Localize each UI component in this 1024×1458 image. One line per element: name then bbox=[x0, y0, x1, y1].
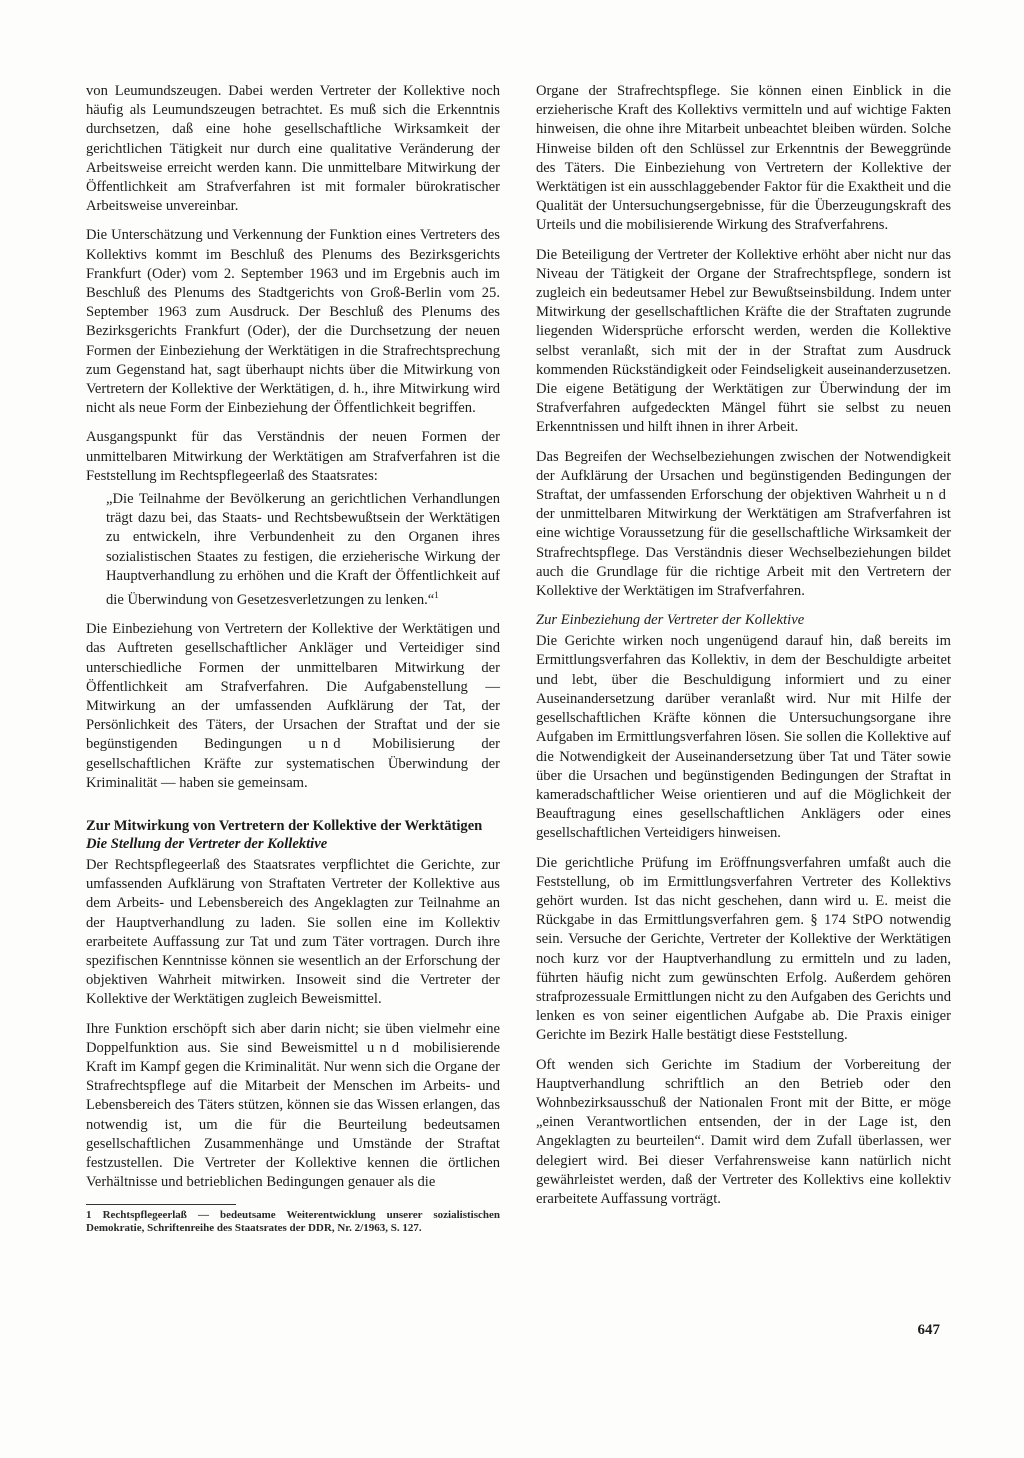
spaced-word: und bbox=[308, 736, 346, 753]
subsection-heading: Die Stellung der Vertreter der Kollektive bbox=[86, 835, 328, 852]
paragraph: Ausgangspunkt für das Verständnis der neuen Formen der unmittelbaren Mitwirkung der Werktätigen am Strafverfahren ist die Feststellung im Rechtspflegeerlaß des Staatsrates: bbox=[86, 429, 500, 484]
spaced-word: und bbox=[913, 487, 951, 504]
footnote-mark: 1 bbox=[434, 590, 439, 601]
paragraph: Die Gerichte wirken noch ungenügend darauf hin, daß bereits im Ermittlungsverfahren das Kollektiv, in dem der Beschuldigte arbeitet und lebt, über die Beschuldigung informiert und zu einer Auseinandersetzung darüber veranlaßt wird. Nur mit Hilfe der gesellschaftlichen Kräfte können die Untersuchungsorgane ihre Aufgaben im Ermittlungsverfahren lösen. Sie sollen die Kollektive auf die Notwendigkeit der Auseinandersetzung über Tat und Täter sowie über die Ursachen und begünstigenden Bedingungen der Straftat in kameradschaftlicher Weise orientieren und auf die Möglichkeit der Beauftragung eines gesellschaftlichen Anklägers oder eines gesellschaftlichen Verteidigers hinweisen. bbox=[536, 633, 951, 842]
quotation bbox=[86, 490, 500, 610]
paragraph-text: Mobilisierung der gesellschaftlichen Kräfte zur systematischen Überwindung der Kriminalität — haben sie gemeinsam. bbox=[86, 736, 500, 791]
quotation-text: „Die Teilnahme der Bevölkerung an gerichtlichen Verhandlungen trägt dazu bei, das Staats- und Rechtsbewußtsein der Werktätigen zu entwickeln, ihre Verbundenheit zu den Organen ihres sozialistischen Staates zu festigen, die erzieherische Wirkung der Hauptverhandlung zu erhöhen und die Kraft der Öffentlichkeit auf die Überwindung von Gesetzesverletzungen zu lenken.“ bbox=[106, 491, 500, 608]
paragraph-text: Ihre Funktion erschöpft sich aber darin nicht; sie üben vielmehr eine Doppelfunktion aus. Sie sind Beweismittel bbox=[86, 1020, 500, 1056]
left-column bbox=[86, 82, 500, 1235]
page-number: 647 bbox=[917, 1322, 940, 1338]
paragraph: Die Beteiligung der Vertreter der Kollektive erhöht aber nicht nur das Niveau der Tätigkeit der Organe der Strafrechtspflege, sondern ist zugleich ein bedeutsamer Hebel zur Bewußtseinsbildung. Indem unter Mitwirkung der gesellschaftlichen Kräfte die der Straftaten zugrunde liegenden Widersprüche erforscht werden, werden die Kollektive selbst veranlaßt, sich mit der in der Straftat zum Ausdruck kommenden Rückständigkeit oder Feindseligkeit auseinanderzusetzen. Die eigene Betätigung der Werktätigen zur Überwindung der im Strafverfahren aufgedeckten Mängel führt sie selbst zu neuen Erkenntnissen und hilft ihnen in ihrer Arbeit. bbox=[536, 246, 951, 436]
right-column bbox=[536, 82, 951, 1217]
footnote: 1 Rechtspflegeerlaß — bedeutsame Weiterentwicklung unserer sozialistischen Demokratie, Schriftenreihe des Staatsrates der DDR, Nr. 2/1963, S. 127. bbox=[86, 1209, 500, 1235]
paragraph: Die Unterschätzung und Verkennung der Funktion eines Vertreters des Kollektivs kommt im Beschluß des Plenums des Bezirksgerichts Frankfurt (Oder) vom 2. September 1963 und im Ergebnis auch im Beschluß des Plenums des Stadtgerichts von Groß-Berlin vom 25. September 1963 zum Ausdruck. Der Beschluß des Plenums des Bezirksgerichts Frankfurt (Oder), der die Durchsetzung der neuen Formen der Einbeziehung der Werktätigen in die Strafrechtsprechung zum Gegenstand hat, sagt überhaupt nichts über die Mitwirkung von Vertretern der Kollektive der Werktätigen, d. h., ihre Mitwirkung wird nicht als neue Form der Einbeziehung der Öffentlichkeit begriffen. bbox=[86, 227, 500, 417]
paragraph-text: Das Begreifen der Wechselbeziehungen zwischen der Notwendigkeit der Aufklärung der Ursachen und begünstigenden Bedingungen der Straftat, der umfassenden Erforschung der objektiven Wahrheit bbox=[536, 448, 951, 504]
subsection-heading: Zur Einbeziehung der Vertreter der Kollektive bbox=[536, 612, 805, 629]
footnote-divider bbox=[86, 1204, 236, 1205]
section-heading: Zur Mitwirkung von Vertretern der Kollektive der Werktätigen bbox=[86, 817, 483, 834]
paragraph-text: der unmittelbaren Mitwirkung der Werktätigen am Strafverfahren ist eine wichtige Voraussetzung für die gesellschaftliche Wirksamkeit der Strafrechtspflege. Das Verständnis dieser Wechselbeziehungen bildet auch die Grundlage für die richtige Arbeit mit den Vertretern der Kollektive der Werktätigen im Strafverfahren. bbox=[536, 506, 951, 600]
paragraph bbox=[86, 620, 500, 793]
paragraph: Organe der Strafrechtspflege. Sie können einen Einblick in die erzieherische Kraft des Kollektivs vermitteln und auf wichtige Fakten hinweisen, die ohne ihre Mitarbeit unbeachtet bleiben würden. Solche Hinweise bilden oft den Schlüssel zur Erkenntnis der Beweggründe des Täters. Die Einbeziehung von Vertretern der Kollektive der Werktätigen ist ein ausschlaggebender Faktor für die Exaktheit und die Qualität der Untersuchungsergebnisse, für die Überzeugungskraft des Urteils und die mobilisierende Wirkung des Strafverfahrens. bbox=[536, 83, 951, 234]
paragraph: von Leumundszeugen. Dabei werden Vertreter der Kollektive noch häufig als Leumundszeugen betrachtet. Es muß sich die Erkenntnis durchsetzen, daß eine hohe gesellschaftliche Wirksamkeit der gerichtlichen Tätigkeit nur durch eine qualitative Veränderung der Arbeitsweise erreicht werden kann. Die unmittelbare Mitwirkung der Öffentlichkeit am Strafverfahren ist mit formaler bürokratischer Arbeitsweise unvereinbar. bbox=[86, 83, 500, 215]
paragraph-text: Die Einbeziehung von Vertretern der Kollektive der Werktätigen und das Auftreten gesellschaftlicher Ankläger und Verteidiger sind unterschiedliche Formen der unmittelbaren Mitwirkung der Öffentlichkeit am Strafverfahren. Die Aufgabenstellung — Mitwirkung an der umfassenden Aufklärung der Tat, der Persönlichkeit des Täters, der Ursachen der Straftat und der sie begünstigenden Bedingungen bbox=[86, 621, 500, 753]
paragraph bbox=[536, 448, 951, 602]
paragraph-text: mobilisierende Kraft im Kampf gegen die Kriminalität. Nur wenn sich die Organe der Strafrechtspflege auf die Mitarbeit der Menschen im Arbeits- und Lebensbereich des Täters stützen, können sie das Wissen erlangen, das notwendig ist, um die für die Beurteilung bedeutsamen gesellschaftlichen Zusammenhänge und Umstände der Straftat festzustellen. Die Vertreter der Kollektive kennen die örtlichen Verhältnisse und betrieblichen Bedingungen genauer als die bbox=[86, 1039, 500, 1191]
paragraph: Die gerichtliche Prüfung im Eröffnungsverfahren umfaßt auch die Feststellung, ob im Ermittlungsverfahren Vertreter des Kollektivs gehört wurden. Ist das nicht geschehen, dann wird u. E. meist die Rückgabe in das Ermittlungsverfahren gem. § 174 StPO notwendig sein. Versuche der Gerichte, Vertreter der Kollektive der Werktätigen noch kurz vor der Hauptverhandlung zu ermitteln und zu laden, führten häufig nicht zum gewünschten Erfolg. Außerdem gehören strafprozessuale Ermittlungen nicht zu den Aufgaben des Gerichts und lenken es von seiner eigentlichen Aufgabe ab. Die Praxis einiger Gerichte im Bezirk Halle bestätigt diese Feststellung. bbox=[536, 854, 951, 1044]
spaced-word: und bbox=[366, 1039, 405, 1056]
paragraph: Der Rechtspflegeerlaß des Staatsrates verpflichtet die Gerichte, zur umfassenden Aufklärung von Straftaten Vertreter der Kollektive aus dem Arbeits- und Lebensbereich des Angeklagten zur Teilnahme an der Hauptverhandlung zu laden. Sie sollen eine im Kollektiv erarbeitete Auffassung zur Tat und zum Täter vortragen. Durch ihre spezifischen Kenntnisse können sie wesentlich an der Erforschung der objektiven Wahrheit mitwirken. Insoweit sind die Vertreter der Kollektive der Werktätigen zugleich Beweismittel. bbox=[86, 856, 500, 1008]
paragraph bbox=[86, 1020, 500, 1193]
paragraph: Oft wenden sich Gerichte im Stadium der Vorbereitung der Hauptverhandlung schriftlich an den Betrieb oder den Wohnbezirksausschuß der Nationalen Front mit der Bitte, er möge „einen Verantwortlichen entsenden, der in der Lage ist, den Angeklagten zu beurteilen“. Damit wird dem Zufall überlassen, wer delegiert wird. Bei dieser Verfahrensweise kann natürlich nicht gewährleistet werden, daß der Vertreter des Kollektivs eine kollektiv erarbeitete Auffassung vorträgt. bbox=[536, 1056, 951, 1207]
